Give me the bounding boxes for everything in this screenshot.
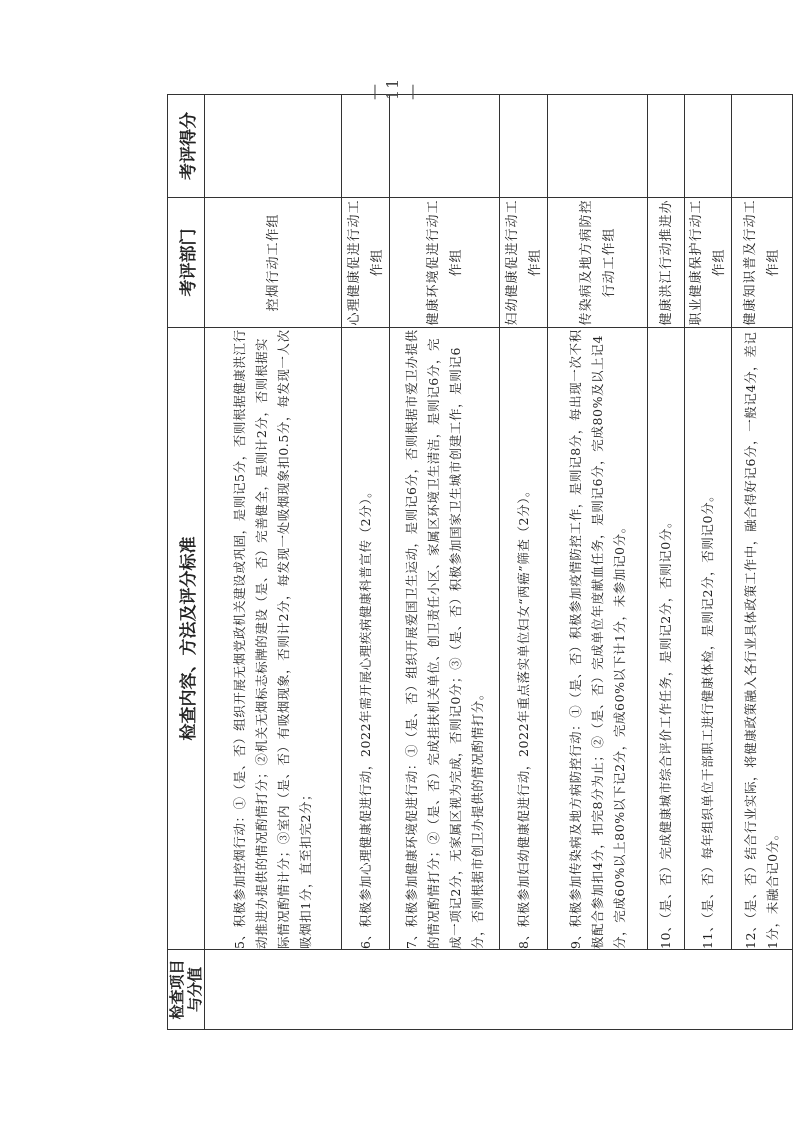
score-cell[interactable] (500, 95, 548, 198)
table-row (548, 95, 648, 1030)
content-cell: 8、积极参加妇幼健康促进行动，2022年重点落实单位妇女“两癌”筛查（2分）。 (500, 328, 548, 950)
dept-cell: 心理健康促进行动工作组 (342, 198, 390, 328)
page-number: — 11 — (364, 77, 421, 100)
score-cell[interactable] (342, 95, 390, 198)
content-cell: 5、积极参加控烟行动：①（是、否）组织开展无烟党政机关建设或巩固，是则记5分，否则根据健康洪江行动推进办提供的情况酌情打分；②机关无烟标志标牌的建设（是、否）完善健全，是则计2分，否则根据实际情况酌情计分；③室内（是、否）有吸烟现象，否则计2分，每发现一处吸烟现象扣0.5分，每发现一人次吸烟扣1分，直至扣完2分； (205, 328, 342, 950)
header-dept: 考评部门 (168, 198, 205, 328)
header-row (168, 95, 205, 1030)
dept-cell: 职业健康保护行动工作组 (685, 198, 732, 328)
score-cell[interactable] (685, 95, 732, 198)
dept-cell: 健康环境促进行动工作组 (390, 198, 500, 328)
score-cell[interactable] (205, 95, 342, 198)
table-row (732, 95, 793, 1030)
table-row (648, 95, 685, 1030)
content-cell: 6、积极参加心理健康促进行动，2022年需开展心理疾病健康科普宣传（2分）。 (342, 328, 390, 950)
score-cell[interactable] (548, 95, 648, 198)
table-row (685, 95, 732, 1030)
content-cell: 7、积极参加健康环境促进行动：①（是、否）组织开展爱国卫生运动，是则记6分，否则根据市爱卫办提供的情况酌情打分；②（是、否）完成挂扶机关单位、创卫责任小区、家属区环境卫生清洁，是则记6分，完成一项记2分，无家属区视为完成，否则记0分；③（是、否）积极参加国家卫生城市创建工作，是则记6分，否则根据市创卫办提供的情况酌情打分。 (390, 328, 500, 950)
score-cell[interactable] (648, 95, 685, 198)
table-row (342, 95, 390, 1030)
dept-cell: 妇幼健康促进行动工作组 (500, 198, 548, 328)
header-item: 检查项目与分值 (168, 950, 205, 1030)
table-row (500, 95, 548, 1030)
content-cell: 11、（是、否）每年组织单位干部职工进行健康体检，是则记2分，否则记0分。 (685, 328, 732, 950)
content-cell: 10、（是、否）完成健康城市综合评价工作任务，是则记2分，否则记0分。 (648, 328, 685, 950)
evaluation-table (167, 94, 793, 1030)
score-cell[interactable] (732, 95, 793, 198)
rotated-table-sheet (116, 60, 781, 1060)
dept-cell: 传染病及地方病防控行动工作组 (548, 198, 648, 328)
table-row (390, 95, 500, 1030)
item-cell (205, 950, 793, 1030)
dept-cell: 健康洪江行动推进办 (648, 198, 685, 328)
dept-cell: 健康知识普及行动工作组 (732, 198, 793, 328)
dept-cell: 控烟行动工作组 (205, 198, 342, 328)
header-content: 检查内容、方法及评分标准 (168, 328, 205, 950)
header-score: 考评得分 (168, 95, 205, 198)
content-cell: 9、积极参加传染病及地方病防控行动：①（是、否）积极参加疫情防控工作，是则记8分，每出现一次不积极配合参加扣4分，扣完8分为止；②（是、否）完成单位年度献血任务，是则记6分，完成80%及以上记4分，完成60%以上80%以下记2分，完成60%以下计1分，未参加记0分。 (548, 328, 648, 950)
table-row (205, 95, 342, 1030)
score-cell[interactable] (390, 95, 500, 198)
content-cell: 12、（是、否）结合行业实际，将健康政策融入各行业具体政策工作中，融合得好记6分，一般记4分，差记1分，未融合记0分。 (732, 328, 793, 950)
